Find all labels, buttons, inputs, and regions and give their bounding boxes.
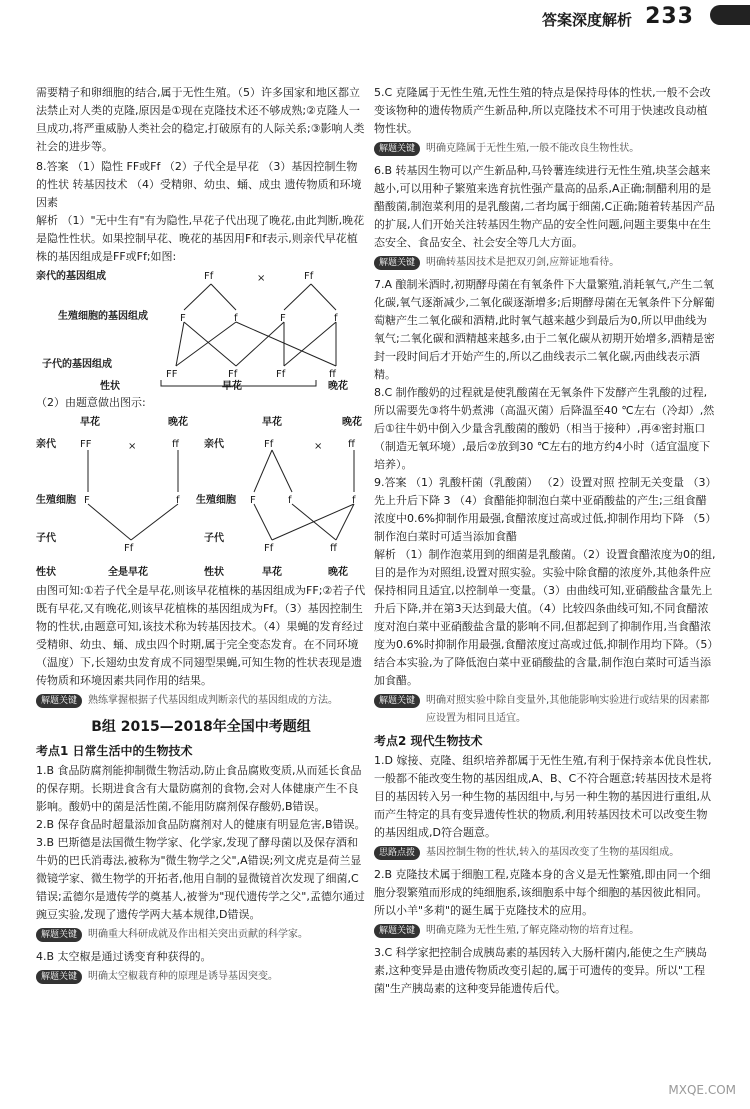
c-q1: 1.D 嫁接、克隆、组织培养都属于无性生殖,有利于保持亲本优良性状,一般都不能改变生物的基因组成,A、B、C不符合题意;转基因技术是将目的基因转入另一种生物的基因组中,与另一种生物的基因进行重组,从而产生特定的具有变异遗传性状的物质,利用转基因技术可以改变生物的基因组成,D符合题意。 [374, 754, 712, 839]
key-note-badge: 解题关键 [374, 142, 420, 156]
section-title: 答案深度解析 [541, 11, 632, 29]
key-note-text: 明确对照实验中除自变量外,其他能影响实验进行或结果的因素都应设置为相同且适宜。 [426, 695, 710, 724]
d1-child-3: Ff [276, 369, 286, 380]
key-note-2 [36, 926, 366, 944]
cross-diagram-2 [36, 412, 366, 564]
d2-gamete-5: f [352, 495, 356, 506]
d2-trait-1: 全是早花 [108, 567, 148, 578]
d1-parent-label: 亲代的基因组成 [36, 271, 106, 282]
d2-parent-label: 亲代 [36, 439, 56, 450]
d1-gamete-4: f [334, 313, 338, 324]
d2-trait-2: 早花 [262, 567, 282, 578]
key-note-text: 基因控制生物的性状,转入的基因改变了生物的基因组成。 [426, 847, 680, 858]
para-cont: 需要精子和卵细胞的结合,属于无性生殖。（5）许多国家和地区都立法禁止对人类的克隆,原因是①现在克隆技术还不够成熟;②克隆人一旦成功,将严重威胁人类社会的稳定,打破原有的人际关系;③影响人类社会的进步等。 [36, 86, 365, 153]
page-header [0, 0, 750, 42]
key-note-badge: 解题关键 [36, 694, 82, 708]
d1-gamete-1: F [180, 313, 186, 324]
cross-diagram-2-traits [36, 564, 366, 582]
b-q5: 5.C 克隆属于无性生殖,无性生殖的特点是保持母体的性状,一般不会改变该物种的遗传物质产生新品种,所以克隆技术不可用于快速改良动植物性状。 [374, 86, 711, 135]
cross-diagram-2-lines [36, 412, 366, 564]
key-note-1 [36, 692, 366, 710]
key-note-text: 明确克隆为无性生殖,了解克隆动物的培育过程。 [426, 925, 640, 936]
watermark [620, 1049, 740, 1099]
d2-trait-3: 晚花 [328, 567, 348, 578]
d1-gamete-3: F [280, 313, 286, 324]
q8-analysis: 解析 （1）"无中生有"有为隐性,早花子代出现了晚花,由此判断,晚花是隐性性状。如果控制早花、晚花的基因用F和f表示,则亲代早花植株的基因组成是FF或Ff;如图: [36, 214, 365, 263]
d2-gamete-label: 生殖细胞 [36, 495, 76, 506]
key-note-badge: 解题关键 [36, 928, 82, 942]
key-note-6 [374, 692, 716, 728]
d2-child-3: ff [330, 543, 337, 554]
b-q7: 7.A 酿制米酒时,初期酵母菌在有氧条件下大量繁殖,消耗氧气,产生二氧化碳,氧气逐渐减少,二氧化碳逐渐增多;后期酵母菌在无氧条件下分解葡萄糖产生二氧化碳和酒精,此时氧气越来越少到最后为0,所以甲曲线为氧气;二氧化碳和酒精越来越多,由于二氧化碳从初期开始增多,酒精是密封一段时间后才开始产生的,所以乙曲线表示二氧化碳,丙曲线表示酒精。 [374, 278, 715, 381]
d2-parent-2: ff [172, 439, 179, 450]
d2-head-4: 晚花 [342, 417, 362, 428]
key-note-5 [374, 254, 716, 272]
d2-trait-label: 性状 [36, 567, 56, 578]
d2-gamete-label-b: 生殖细胞 [196, 495, 236, 506]
d2-parent-4: ff [348, 439, 355, 450]
key-note-text: 明确太空椒栽育种的原理是诱导基因突变。 [88, 971, 279, 982]
d1-child-2: Ff [228, 369, 238, 380]
key-note-badge: 思路点拨 [374, 846, 420, 860]
d2-head-1: 早花 [80, 417, 100, 428]
page-number: 233 [645, 4, 694, 29]
left-column [36, 84, 366, 990]
key-note-7 [374, 844, 716, 862]
key-note-badge: 解题关键 [374, 924, 420, 938]
d2-head-3: 早花 [262, 417, 282, 428]
key-note-badge: 解题关键 [36, 970, 82, 984]
d2-gamete-3: F [250, 495, 256, 506]
topic-heading: 考点1 日常生活中的生物技术 [36, 744, 193, 758]
b-q3: 3.B 巴斯德是法国微生物学家、化学家,发现了酵母菌以及保存酒和牛奶的巴氏消毒法,被称为"微生物学之父",A错误;列文虎克是荷兰显微镜学家、微生物学的开拓者,他用自制的显微镜首次发现了细菌,C错误;孟德尔是遗传学的奠基人,被誉为"现代遗传学之父",孟德尔通过豌豆实验,发现了遗传学两大基本规律,D错误。 [36, 836, 365, 921]
d1-child-label: 子代的基因组成 [42, 359, 112, 370]
watermark-text: MXQE.COM [668, 1083, 736, 1097]
d1-child-4: ff [329, 369, 336, 380]
b-q1: 1.B 食品防腐剂能抑制微生物活动,防止食品腐败变质,从而延长食品的保存期。长期进食含有大量防腐剂的食物,会对人体健康产生不良影响。酸奶中的菌是活性菌,不能用防腐剂保存酸奶,B错误。 [36, 764, 362, 813]
d1-parent-1: Ff [204, 271, 214, 282]
d2-child-label-b: 子代 [204, 533, 224, 544]
d1-cross: × [257, 273, 266, 284]
key-note-4 [374, 140, 716, 158]
right-column [374, 84, 716, 998]
key-note-text: 明确重大科研成就及作出相关突出贡献的科学家。 [88, 929, 309, 940]
d2-parent-3: Ff [264, 439, 274, 450]
d1-trait-2: 晚花 [328, 381, 348, 392]
b-q6: 6.B 转基因生物可以产生新品种,马铃薯连续进行无性生殖,块茎会越来越小,可以用种子繁殖来选育抗性强产量高的品系,A正确;制醋利用的是醋酸菌,制泡菜利用的是乳酸菌,二者均属于细菌,C正确;随着转基因产品的扩展,人们开始关注转基因生物产品的安全性问题,问题主要集中在生态安全、食品安全、社会安全等几大方面。 [374, 164, 715, 249]
key-note-8 [374, 922, 716, 940]
d2-trait-label-b: 性状 [204, 567, 224, 578]
d1-gamete-label: 生殖细胞的基因组成 [58, 311, 148, 322]
d2-gamete-2: f [176, 495, 180, 506]
cross-diagram-1 [36, 266, 366, 394]
key-note-3 [36, 968, 366, 986]
d2-cross-2: × [314, 441, 323, 452]
d2-gamete-1: F [84, 495, 90, 506]
key-note-text: 熟练掌握根据子代基因组成判断亲代的基因组成的方法。 [88, 695, 339, 706]
d1-trait-label: 性状 [100, 381, 120, 392]
key-note-badge: 解题关键 [374, 256, 420, 270]
b-q9-analysis: 解析 （1）制作泡菜用到的细菌是乳酸菌。（2）设置食醋浓度为0的组,目的是作为对照组,设置对照实验。实验中除食醋的浓度外,其他条件应保持相同且适宜,以控制单一变量。（3）由曲线可知,亚硝酸盐含量先上升后下降,并在第3天达到最大值。（4）比较四条曲线可知,不同食醋浓度对泡白菜中亚硝酸盐含量的影响不同,但都起到了抑制作用,当食醋浓度为0.6%时抑制作用最强,食醋浓度过高或过低,抑制作用均下降。（5）结合本实验,为了降低泡白菜中亚硝酸盐的含量,制作泡白菜时可适当添加食醋。 [374, 548, 716, 687]
d1-child-1: FF [166, 369, 178, 380]
d2-head-2: 晚花 [168, 417, 188, 428]
d1-trait-1: 早花 [222, 381, 242, 392]
q8-answer: 8.答案 （1）隐性 FF或Ff （2）子代全是早花 （3）基因控制生物的性状 转基因技术 （4）受精卵、幼虫、蛹、成虫 遗传物质和环境因素 [36, 160, 362, 209]
d2-child-1: Ff [124, 543, 134, 554]
topic-heading-2: 考点2 现代生物技术 [374, 734, 483, 748]
d2-child-2: Ff [264, 543, 274, 554]
header-tab-decoration [710, 5, 750, 25]
d1-gamete-2: f [234, 313, 238, 324]
d2-parent-1: FF [80, 439, 92, 450]
b-q4: 4.B 太空椒是通过诱变育种获得的。 [36, 950, 212, 963]
b-q9: 9.答案 （1）乳酸杆菌（乳酸菌） （2）设置对照 控制无关变量 （3）先上升后下降 3 （4）食醋能抑制泡白菜中亚硝酸盐的产生;三组食醋浓度中0.6%抑制作用最强,食醋浓度过高或过低,抑制作用均下降 （5）制作泡白菜时可适当添加食醋 [374, 476, 711, 543]
key-note-text: 明确克隆属于无性生殖,一般不能改良生物性状。 [426, 143, 640, 154]
d2-child-label: 子代 [36, 533, 56, 544]
q8-conclusion: 由图可知:①若子代全是早花,则该早花植株的基因组成为FF;②若子代既有早花,又有晚花,则该早花植株的基因组成为Ff。（3）基因控制生物的性状,由题意可知,该技术称为转基因技术。（4）果蝇的发育经过受精卵、幼虫、蛹、成虫四个时期,属于完全变态发育。在不同环境（温度）下,长翅幼虫发育成不同翅型果蝇,可知生物的性状表现是遗传物质和环境因素共同作用的结果。 [36, 584, 366, 687]
c-q2: 2.B 克隆技术属于细胞工程,克隆本身的含义是无性繁殖,即由同一个细胞分裂繁殖而形成的纯细胞系,该细胞系中每个细胞的基因彼此相同。所以小羊"多莉"的诞生属于克隆技术的应用。 [374, 868, 711, 917]
d2-parent-label-b: 亲代 [204, 439, 224, 450]
d2-cross-1: × [128, 441, 137, 452]
b-q8: 8.C 制作酸奶的过程就是使乳酸菌在无氧条件下发酵产生乳酸的过程,所以需要先③将牛奶煮沸（高温灭菌）后降温至40 ℃左右（冷却）,然后①往牛奶中倒入少量含乳酸菌的酸奶（相当于接种）,再④密封瓶口（制造无氧环境）,最后②放到30 ℃左右的地方约4小时（适宜温度下培养）。 [374, 386, 715, 471]
d1-parent-2: Ff [304, 271, 314, 282]
key-note-text: 明确转基因技术是把双刃剑,应辩证地看待。 [426, 257, 620, 268]
section-heading: B组 2015—2018年全国中考题组 [91, 719, 311, 735]
key-note-badge: 解题关键 [374, 694, 420, 708]
c-q3: 3.C 科学家把控制合成胰岛素的基因转入大肠杆菌内,能使之生产胰岛素,这种变异是由遗传物质改变引起的,属于可遗传的变异。所以"工程菌"生产胰岛素的这种变异能遗传后代。 [374, 946, 708, 995]
b-q2: 2.B 保存食品时超量添加食品防腐剂对人的健康有明显危害,B错误。 [36, 818, 366, 831]
q8-part2: （2）由题意做出图示: [36, 396, 146, 409]
d2-gamete-4: f [288, 495, 292, 506]
